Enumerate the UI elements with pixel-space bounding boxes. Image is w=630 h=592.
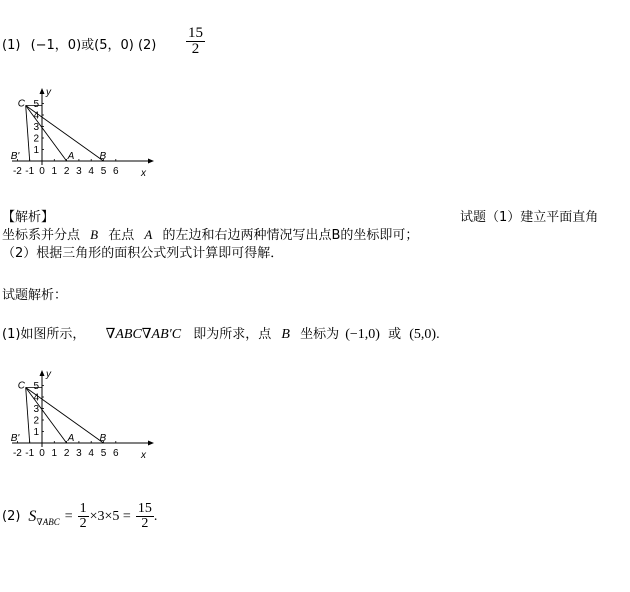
analysis-intro: 试题（1）建立平面直角 <box>460 210 599 225</box>
y-axis-label: y <box>46 87 51 98</box>
point-b-prime-label: B' <box>10 433 20 444</box>
solution-result-numerator: 15 <box>137 501 152 516</box>
segment-cb-prime <box>26 388 30 444</box>
y-tick-label: 4 <box>33 392 39 404</box>
solution-or: 或 <box>388 327 402 342</box>
x-tick-label: 2 <box>63 166 70 177</box>
answer-part2-label: (2) <box>137 38 157 53</box>
y-tick-label: 2 <box>33 415 39 427</box>
solution-part1-label: (1)如图所示， <box>2 327 86 342</box>
point-b-label: B <box>99 433 107 444</box>
y-axis-arrow <box>40 88 45 94</box>
x-tick-label: 5 <box>100 448 107 459</box>
point-a-label: A <box>67 433 75 444</box>
solution-result-fraction <box>136 502 154 531</box>
answer-part1-text: (−1，0)或(5，0) <box>30 38 134 53</box>
analysis-heading: 【解析】 <box>2 210 55 225</box>
x-tick-label: 6 <box>113 448 119 459</box>
answer-line <box>2 34 156 53</box>
point-c-label: C <box>17 98 25 110</box>
x-tick-label: -2 <box>12 448 22 459</box>
analysis-line2: （2）根据三角形的面积公式列式计算即可得解． <box>2 246 284 261</box>
coordinate-graph-solution <box>8 368 158 462</box>
x-tick-label: 4 <box>88 448 94 459</box>
point-b-label: B <box>99 151 107 162</box>
point-a-label: A <box>67 151 75 162</box>
x-tick-label: -1 <box>25 448 35 459</box>
solution-part1-a: 即为所求，点 <box>193 327 272 342</box>
segment-cb-prime <box>26 106 30 162</box>
x-axis-arrow <box>148 159 154 164</box>
solution-half-numerator: 1 <box>79 501 87 516</box>
solution-result-denominator: 2 <box>141 516 149 531</box>
y-tick-label: 4 <box>33 110 39 122</box>
solution-area-symbol: S <box>28 507 37 525</box>
x-tick-label: 0 <box>39 166 45 177</box>
solution-area-subscript: ∇ABC <box>36 517 60 527</box>
analysis-line1-c: 的左边和右边两种情况写出点B的坐标即可； <box>162 228 419 243</box>
solution-half-denominator: 2 <box>79 516 87 531</box>
x-axis-label: x <box>141 450 146 461</box>
answer-part1-label: (1) <box>2 38 21 53</box>
y-tick-label: 5 <box>33 381 39 392</box>
segment-ca <box>26 106 67 162</box>
y-tick-label: 1 <box>33 145 39 156</box>
segment-ca <box>26 388 67 444</box>
answer-frac-denominator: 2 <box>191 41 200 57</box>
y-axis-arrow <box>40 370 45 376</box>
y-tick-label: 1 <box>33 427 39 438</box>
analysis-point-b: B <box>90 227 99 242</box>
x-tick-label: 6 <box>113 166 119 177</box>
x-tick-label: 5 <box>100 166 107 177</box>
x-tick-label: 1 <box>51 166 58 177</box>
x-tick-label: 4 <box>88 166 94 177</box>
solution-heading: 试题解析： <box>2 288 68 303</box>
x-tick-label: -2 <box>12 166 22 177</box>
y-tick-label: 2 <box>33 133 39 145</box>
x-tick-label: 3 <box>76 166 82 177</box>
solution-coord1: (−1,0) <box>345 327 380 342</box>
x-axis-arrow <box>148 441 154 446</box>
answer-frac-numerator: 15 <box>188 25 203 41</box>
solution-triangles: ∇ABC∇AB′C <box>105 327 182 342</box>
x-axis-label: x <box>141 168 146 179</box>
solution-part1 <box>2 323 440 343</box>
solution-part2-label: (2) <box>2 509 21 524</box>
coordinate-graph <box>8 86 158 180</box>
x-tick-label: -1 <box>25 166 35 177</box>
solution-coord2: (5,0). <box>409 327 440 342</box>
solution-product: ×3×5 = <box>89 508 131 524</box>
solution-point-b: B <box>281 327 290 342</box>
analysis-line1 <box>2 224 418 243</box>
x-tick-label: 1 <box>51 448 58 459</box>
analysis-line1-a: 坐标系并分点 <box>2 228 81 243</box>
y-tick-label: 5 <box>33 99 39 110</box>
answer-fraction <box>186 26 205 57</box>
solution-equals: = <box>64 508 73 524</box>
solution-half-fraction <box>78 502 89 531</box>
x-tick-label: 3 <box>76 448 82 459</box>
x-tick-label: 0 <box>39 448 45 459</box>
y-tick-label: 3 <box>33 404 39 415</box>
solution-period: . <box>153 508 158 524</box>
analysis-point-a: A <box>144 227 153 242</box>
y-tick-label: 3 <box>33 122 39 133</box>
y-axis-label: y <box>46 369 51 380</box>
solution-part2 <box>2 502 157 531</box>
x-tick-label: 2 <box>63 448 70 459</box>
solution-part1-b: 坐标为 <box>300 327 340 342</box>
analysis-line1-b: 在点 <box>108 228 135 243</box>
point-b-prime-label: B' <box>10 151 20 162</box>
point-c-label: C <box>17 380 25 392</box>
